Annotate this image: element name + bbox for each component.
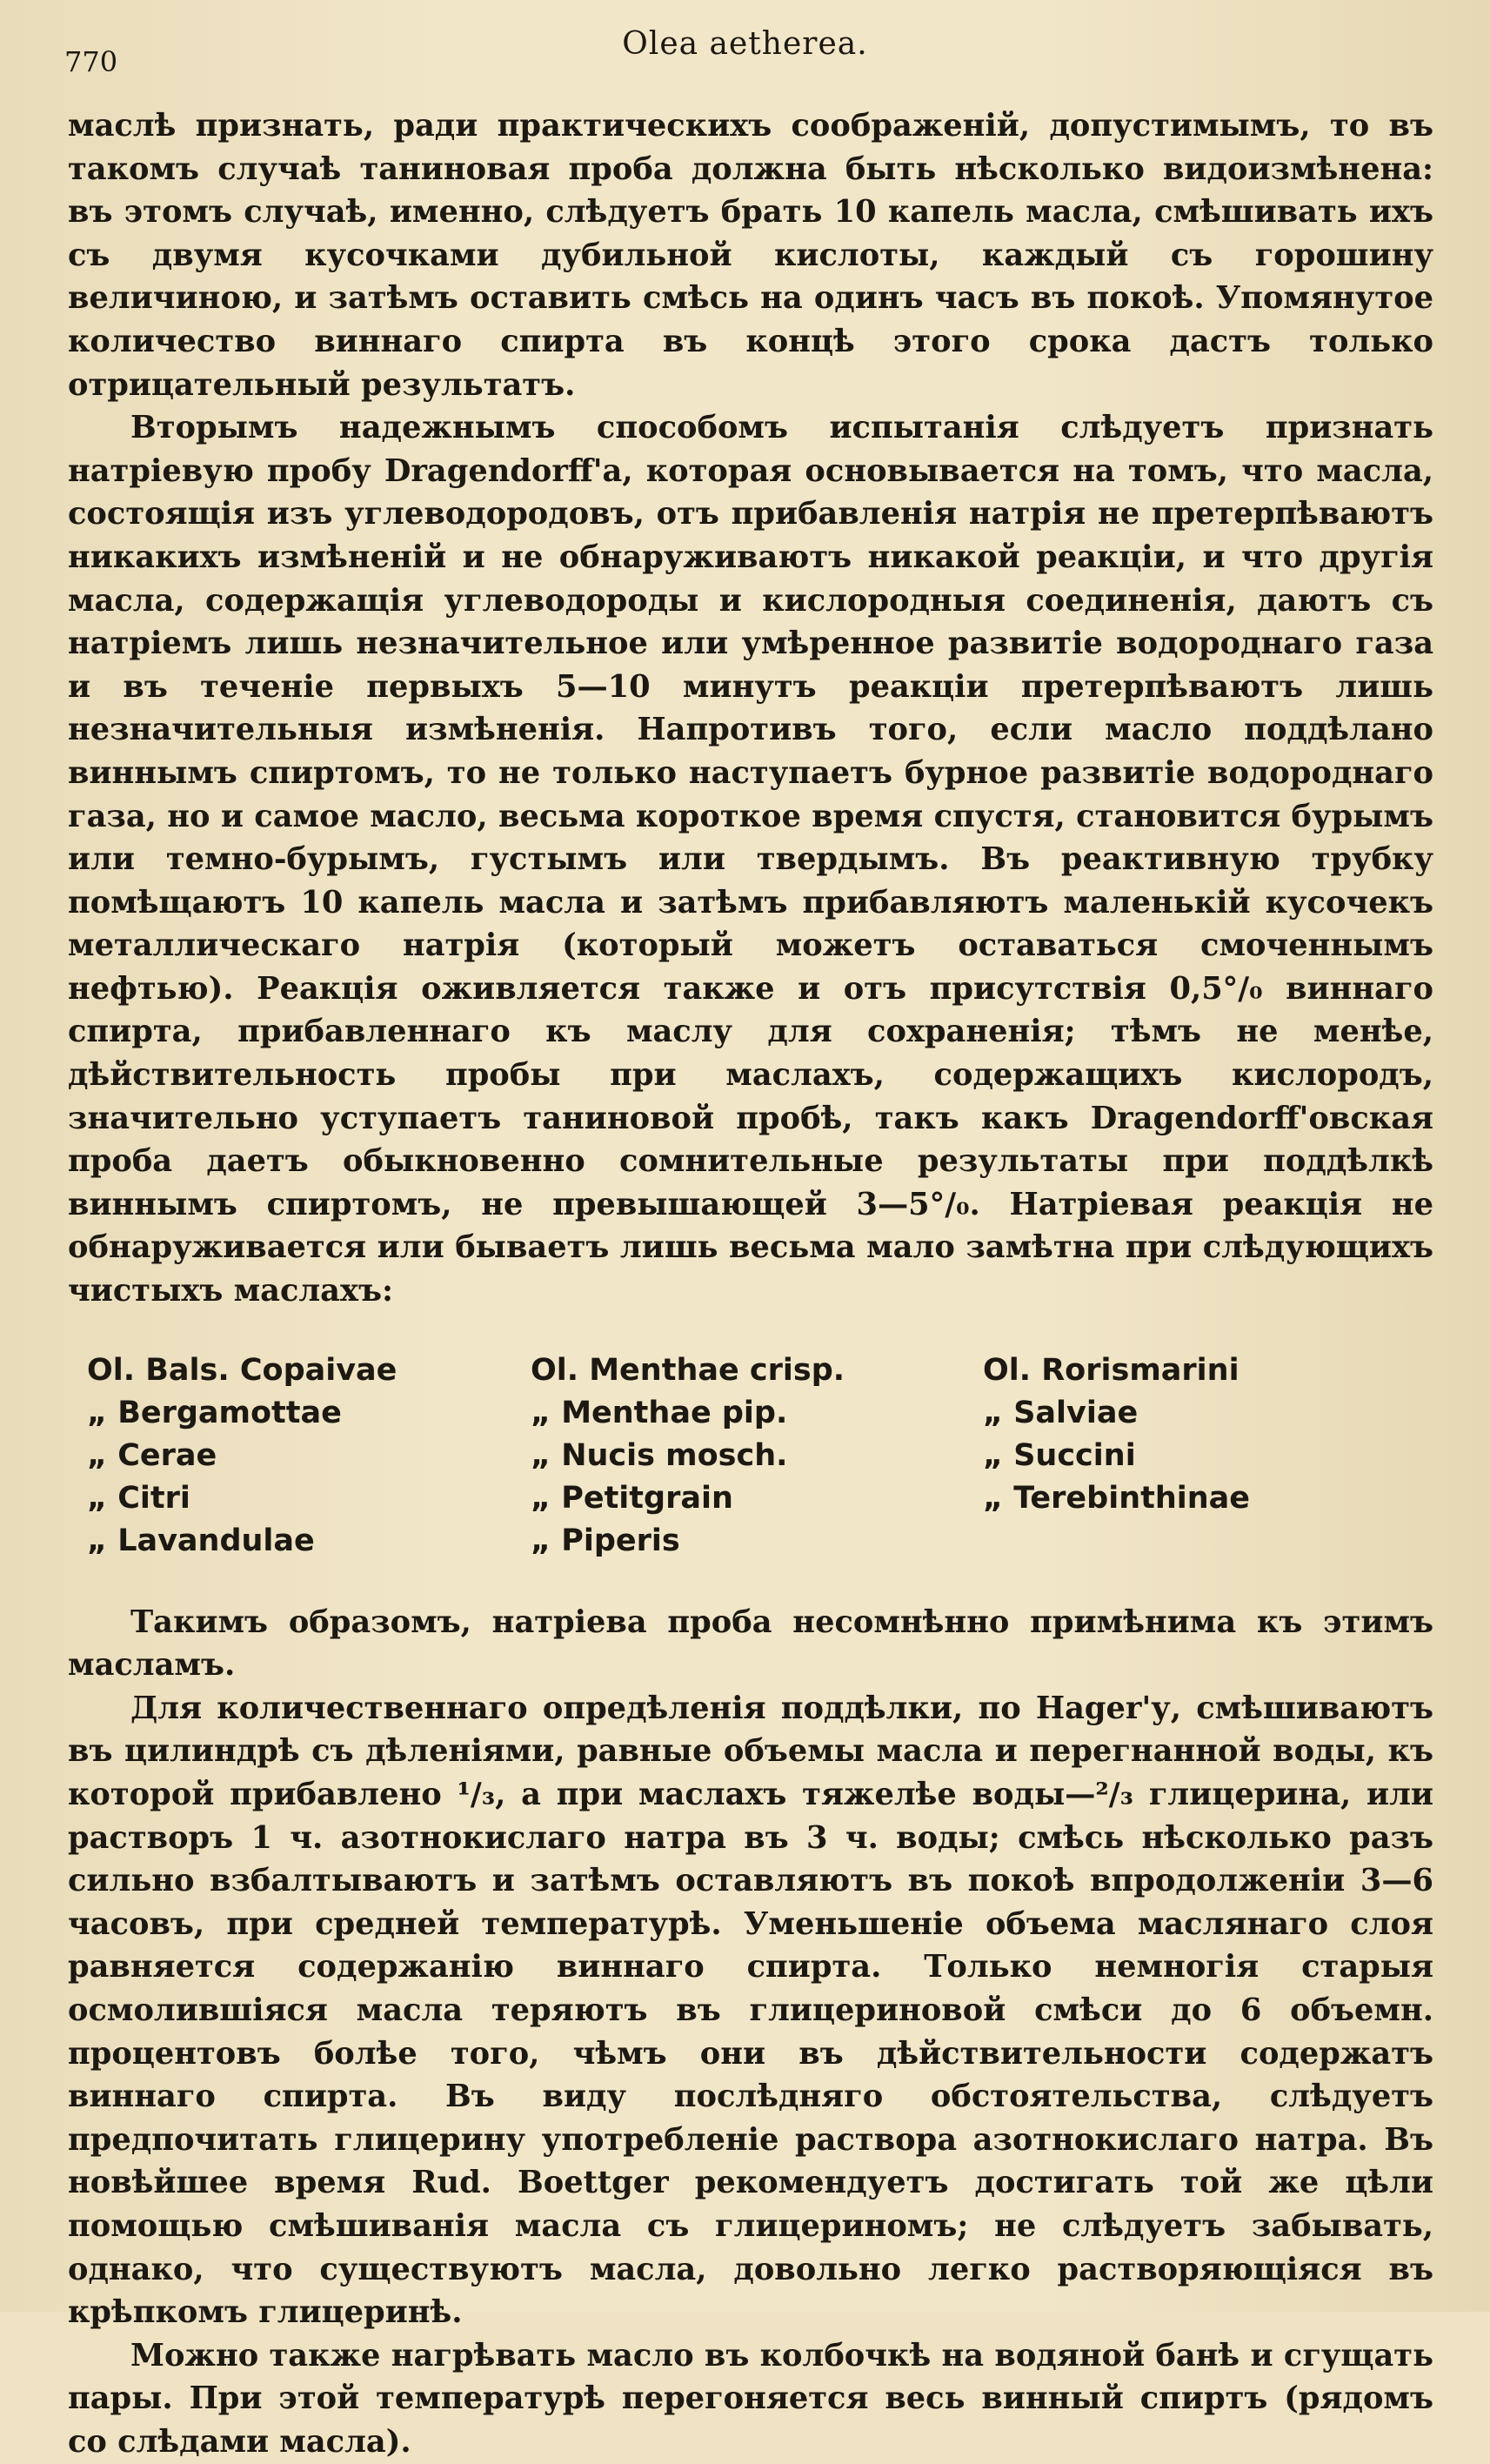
oil-item: „ Menthae pip. (531, 1395, 788, 1430)
oil-item: „ Citri (87, 1480, 190, 1516)
paragraph-2: Вторымъ надежнымъ способомъ испытанія слѣдуетъ признать натріевую пробу Dragendorff'а, которая основывается на томъ, что масла, состоящія изъ углеводородовъ, отъ прибавленія натрія не претерпѣваютъ никакихъ измѣненій и не обнаруживаютъ никакой реакціи, и что другія масла, содержащія углеводороды и кислородныя соединенія, даютъ съ натріемъ лишь незначительное или умѣренное развитіе водороднаго газа и въ теченіе первыхъ 5—10 минутъ реакціи претерпѣваютъ лишь незначительныя измѣненія. Напротивъ того, если масло поддѣлано виннымъ спиртомъ, то не только наступаетъ бурное развитіе водороднаго газа, но и самое масло, весьма короткое время спустя, становится бурымъ или темно-бурымъ, густымъ или твердымъ. Въ реактивную трубку помѣщаютъ 10 капель масла и затѣмъ прибавляютъ маленькій кусочекъ металлическаго натрія (который можетъ оставаться смоченнымъ нефтью). Реакція оживляется также и отъ присутствія 0,5°/₀ виннаго спирта, прибавленнаго къ маслу для сохраненія; тѣмъ не менѣе, дѣйствительность пробы при маслахъ, содержащихъ кислородъ, значительно уступаетъ таниновой пробѣ, такъ какъ Dragendorff'овская проба даетъ обыкновенно сомнительные результаты при поддѣлкѣ виннымъ спиртомъ, не превышающей 3—5°/₀. Натріевая реакція не обнаруживается или бываетъ лишь весьма мало замѣтна при слѣдующихъ чистыхъ маслахъ: (68, 410, 1433, 1309)
paragraph-3: Такимъ образомъ, натріева проба несомнѣнно примѣнима къ этимъ масламъ. (68, 1604, 1433, 1684)
oil-item: „ Terebinthinae (983, 1480, 1251, 1516)
paragraph-5: Можно также нагрѣвать масло въ колбочкѣ на водяной банѣ и сгущать пары. При этой температурѣ перегоняется весь винный спиртъ (рядомъ со слѣдами масла). (68, 2337, 1433, 2460)
oil-item: „ Salviae (983, 1395, 1139, 1430)
paragraph-1: маслѣ признать, ради практическихъ соображеній, допустимымъ, то въ такомъ случаѣ таниновая проба должна быть нѣсколько видоизмѣнена: въ этомъ случаѣ, именно, слѣдуетъ брать 10 капель масла, смѣшивать ихъ съ двумя кусочками дубильной кислоты, каждый съ горошину величиною, и затѣмъ оставить смѣсь на одинъ часъ въ покоѣ. Упомянутое количество виннаго спирта въ концѣ этого срока дастъ только отрицательный результатъ. (68, 108, 1433, 403)
paragraph-4: Для количественнаго опредѣленія поддѣлки, по Hager'у, смѣшиваютъ въ цилиндрѣ съ дѣленіями, равные объемы масла и перегнанной воды, къ которой прибавлено ¹/₃, а при маслахъ тяжелѣе воды—²/₃ глицерина, или растворъ 1 ч. азотнокислаго натра въ 3 ч. воды; смѣсь нѣсколько разъ сильно взбалтываютъ и затѣмъ оставляютъ въ покоѣ впродолженіи 3—6 часовъ, при средней температурѣ. Уменьшеніе объема маслянаго слоя равняется содержанію виннаго спирта. Только немногія старыя осмолившіяся масла теряютъ въ глицериновой смѣси до 6 объемн. процентовъ болѣе того, чѣмъ они въ дѣйствительности содержатъ виннаго спирта. Въ виду послѣдняго обстоятельства, слѣдуетъ предпочитать глицерину употребленіе раствора азотнокислаго натра. Въ новѣйшее время Rud. Boettger рекомендуетъ достигать той же цѣли помощью смѣшиванія масла съ глицериномъ; не слѣдуетъ забывать, однако, что существуютъ масла, довольно легко растворяющіяся въ крѣпкомъ глицеринѣ. (68, 1690, 1433, 2331)
oil-column-3 (983, 1349, 1435, 1563)
running-head: Olea aetherea. (622, 26, 868, 62)
page-number: 770 (64, 45, 118, 78)
oil-column-2 (531, 1349, 983, 1563)
oil-list (87, 1349, 1433, 1563)
oil-column-1 (87, 1349, 531, 1563)
oil-item: „ Succini (983, 1437, 1136, 1473)
oil-item: „ Nucis mosch. (531, 1437, 788, 1473)
oil-item: „ Lavandulae (87, 1523, 315, 1558)
oil-item: Ol. Menthae crisp. (531, 1352, 845, 1388)
oil-item: Ol. Rorismarini (983, 1352, 1239, 1388)
oil-item: „ Piperis (531, 1523, 680, 1558)
oil-item: „ Petitgrain (531, 1480, 733, 1516)
body-text (68, 104, 1433, 2464)
oil-item: „ Bergamottae (87, 1395, 342, 1430)
oil-item: Ol. Bals. Copaivae (87, 1352, 398, 1388)
oil-item: „ Cerae (87, 1437, 217, 1473)
